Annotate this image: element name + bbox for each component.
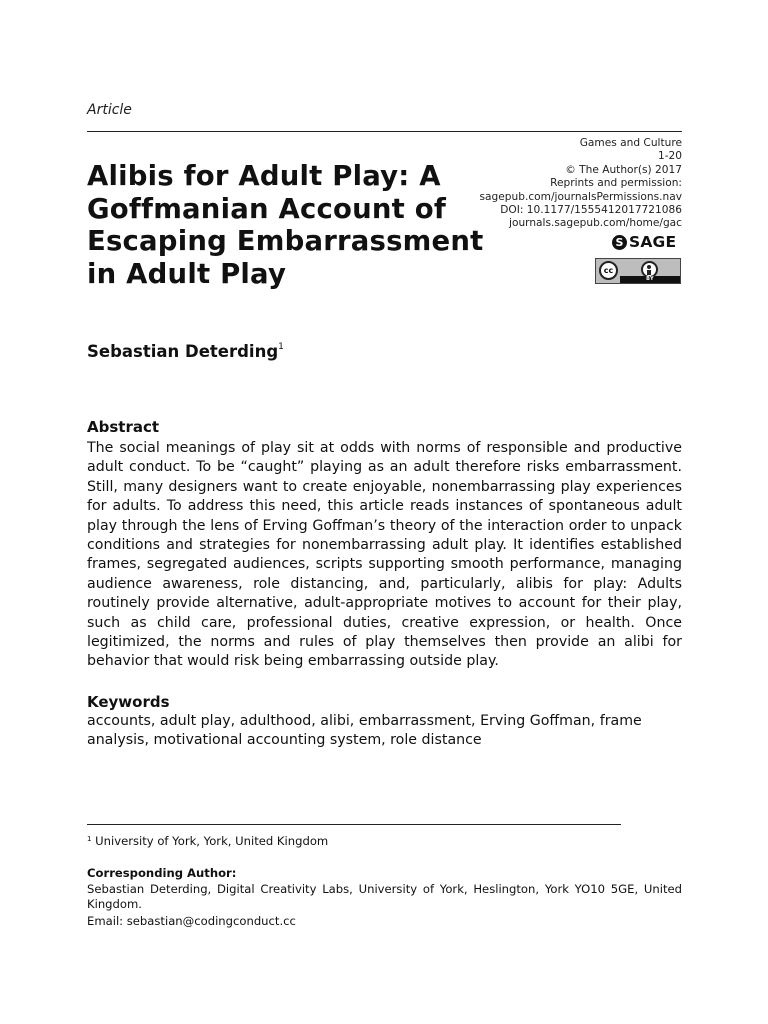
cc-icon: cc: [599, 261, 618, 280]
affiliation-footnote: [87, 834, 328, 848]
doi-link[interactable]: DOI: 10.1177/1555412017721086: [500, 204, 682, 217]
corresponding-author-email[interactable]: Email: sebastian@codingconduct.cc: [87, 914, 296, 928]
sage-logo-word: SAGE: [629, 233, 677, 251]
sage-logo: [612, 232, 684, 252]
author-line: [87, 342, 284, 361]
header-rule: [87, 131, 682, 132]
author-affiliation-mark: 1: [278, 342, 284, 352]
affiliation-mark: 1: [87, 835, 92, 843]
corresponding-author-heading: Corresponding Author:: [87, 866, 237, 880]
keywords-text: accounts, adult play, adulthood, alibi, embarrassment, Erving Goffman, frame analysis, motivational accounting system, role distance: [87, 713, 642, 749]
creative-commons-badge[interactable]: [595, 258, 681, 284]
abstract-heading: Abstract: [87, 418, 160, 436]
reprints-label: Reprints and permission:: [550, 177, 682, 190]
author-name: Sebastian Deterding: [87, 342, 279, 361]
permissions-link[interactable]: sagepub.com/journalsPermissions.nav: [479, 190, 682, 203]
journal-info: [442, 137, 682, 231]
sage-logo-mark-icon: S: [612, 235, 627, 250]
corresponding-author-address: Sebastian Deterding, Digital Creativity Labs, University of York, Heslington, York YO10 5GE, United Kingdom.: [87, 882, 682, 912]
article-type-label: Article: [87, 102, 132, 118]
cc-by-label: BY: [620, 276, 680, 283]
page-range: 1-20: [657, 150, 682, 163]
affiliation-text: University of York, York, United Kingdom: [95, 834, 329, 848]
article-title: Alibis for Adult Play: A Goffmanian Account of Escaping Embarrassment in Adult Play: [87, 160, 484, 290]
journal-homepage-link[interactable]: journals.sagepub.com/home/gac: [509, 217, 682, 230]
keywords-heading: Keywords: [87, 693, 170, 711]
journal-name: Games and Culture: [579, 137, 682, 149]
footnote-rule: [87, 824, 621, 825]
abstract-text: The social meanings of play sit at odds with norms of responsible and productive adult conduct. To be “caught” playing as an adult therefore risks embarrassment. Still, many designers want to create enjoyable, nonembarrassing play experiences for adults. To address this need, this article reads instances of spontaneous adult play through the lens of Erving Goffman’s theory of the interaction order to unpack conditions and strategies for nonembarrassing adult play. It identifies established frames, segregated audiences, scripts supporting smooth performance, managing audience awareness, role distancing, and, particularly, alibis for play: Adults routinely provide alternative, adult-appropriate motives to account for their play, such as child care, professional duties, creative expression, or health. Once legitimized, the norms and rules of play themselves then provide an alibi for behavior that would risk being embarrassing outside play.: [87, 440, 682, 670]
copyright-notice: © The Author(s) 2017: [565, 163, 682, 176]
